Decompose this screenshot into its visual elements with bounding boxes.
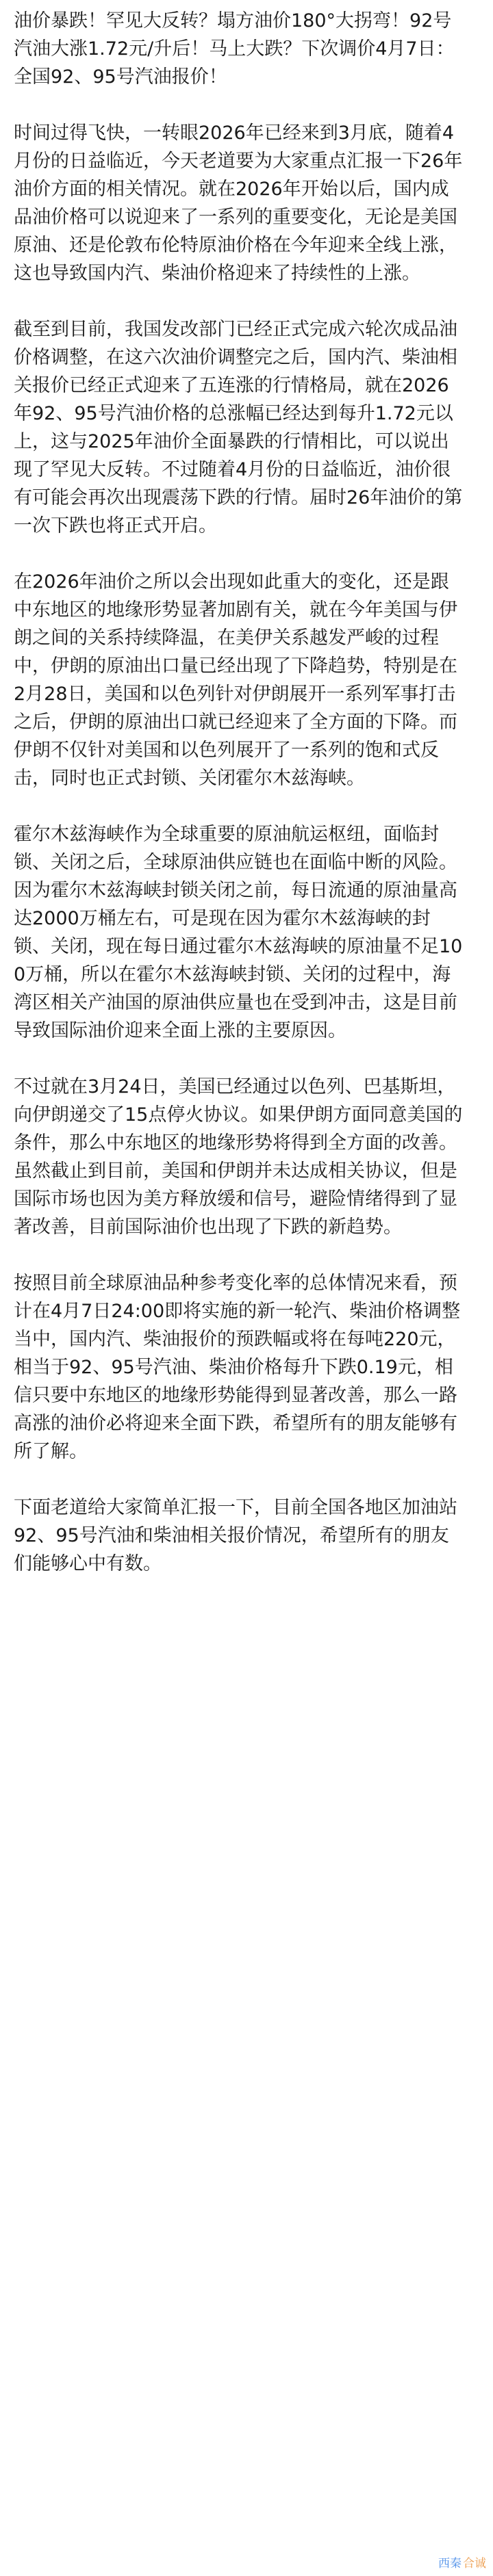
article-headline: 油价暴跌！罕见大反转？塌方油价180°大拐弯！92号汽油大涨1.72元/升后！马上大跌？下次调价4月7日：全国92、95号汽油报价！	[14, 10, 455, 88]
paragraph-6: 按照目前全球原油品种参考变化率的总体情况来看，预计在4月7日24:00即将实施的新一轮汽、柴油价格调整当中，国内汽、柴油报价的预跌幅或将在每吨220元，相当于92、95号汽油、柴油价格每升下跌0.19元，相信只要中东地区的地缘形势能得到显著改善，那么一路高涨的油价必将迎来全面下跌，希望所有的朋友能够有所了解。	[14, 1273, 461, 1462]
spacer	[14, 792, 467, 820]
paragraph-2: 截至到目前，我国发改部门已经正式完成六轮次成品油价格调整，在这六次油价调整完之后，国内汽、柴油相关报价已经正式迎来了五连涨的行情格局，就在2026年92、95号汽油价格的总涨幅已经达到每升1.72元以上，这与2025年油价全面暴跌的行情相比，可以说出现了罕见大反转。不过随着4月份的日益临近，油价很有可能会再次出现震荡下跌的行情。届时26年油价的第一次下跌也将正式开启。	[14, 319, 463, 536]
paragraph-1: 时间过得飞快，一转眼2026年已经来到3月底，随着4月份的日益临近，今天老道要为大家重点汇报一下26年油价方面的相关情况。就在2026年开始以后，国内成品油价格可以说迎来了一系列的重要变化，无论是美国原油、还是伦敦布伦特原油价格在今年迎来全线上涨，这也导致国内汽、柴油价格迎来了持续性的上涨。	[14, 122, 463, 284]
spacer	[14, 1466, 467, 1494]
paragraph-5: 不过就在3月24日，美国已经通过以色列、巴基斯坦，向伊朗递交了15点停火协议。如果伊朗方面同意美国的条件，那么中东地区的地缘形势将得到全方面的改善。虽然截止到目前，美国和伊朗并未达成相关协议，但是国际市场也因为美方释放缓和信号，避险情绪得到了显著改善，目前国际油价也出现了下跌的新趋势。	[14, 1076, 463, 1238]
watermark-text-2: 合诚	[463, 2557, 486, 2571]
spacer	[14, 287, 467, 315]
spacer	[14, 540, 467, 568]
spacer	[14, 1045, 467, 1073]
watermark-text-1: 西秦	[438, 2557, 462, 2571]
watermark-logo	[438, 2553, 486, 2571]
spacer	[14, 1241, 467, 1269]
spacer	[14, 91, 467, 119]
paragraph-7: 下面老道给大家简单汇报一下，目前全国各地区加油站92、95号汽油和柴油相关报价情况，希望所有的朋友们能够心中有数。	[14, 1497, 457, 1574]
paragraph-4: 霍尔木兹海峡作为全球重要的原油航运枢纽，面临封锁、关闭之后，全球原油供应链也在面临中断的风险。因为霍尔木兹海峡封锁关闭之前，每日流通的原油量高达2000万桶左右，可是现在因为霍尔木兹海峡的封锁、关闭，现在每日通过霍尔木兹海峡的原油量不足100万桶，所以在霍尔木兹海峡封锁、关闭的过程中，海湾区相关产油国的原油供应量也在受到冲击，这是目前导致国际油价迎来全面上涨的主要原因。	[14, 824, 463, 1041]
paragraph-3: 在2026年油价之所以会出现如此重大的变化，还是跟中东地区的地缘形势显著加剧有关，就在今年美国与伊朗之间的关系持续降温，在美伊关系越发严峻的过程中，伊朗的原油出口量已经出现了下降趋势，特别是在2月28日，美国和以色列针对伊朗展开一系列军事打击之后，伊朗的原油出口就已经迎来了全方面的下降。而伊朗不仅针对美国和以色列展开了一系列的饱和式反击，同时也正式封锁、关闭霍尔木兹海峡。	[14, 571, 457, 789]
